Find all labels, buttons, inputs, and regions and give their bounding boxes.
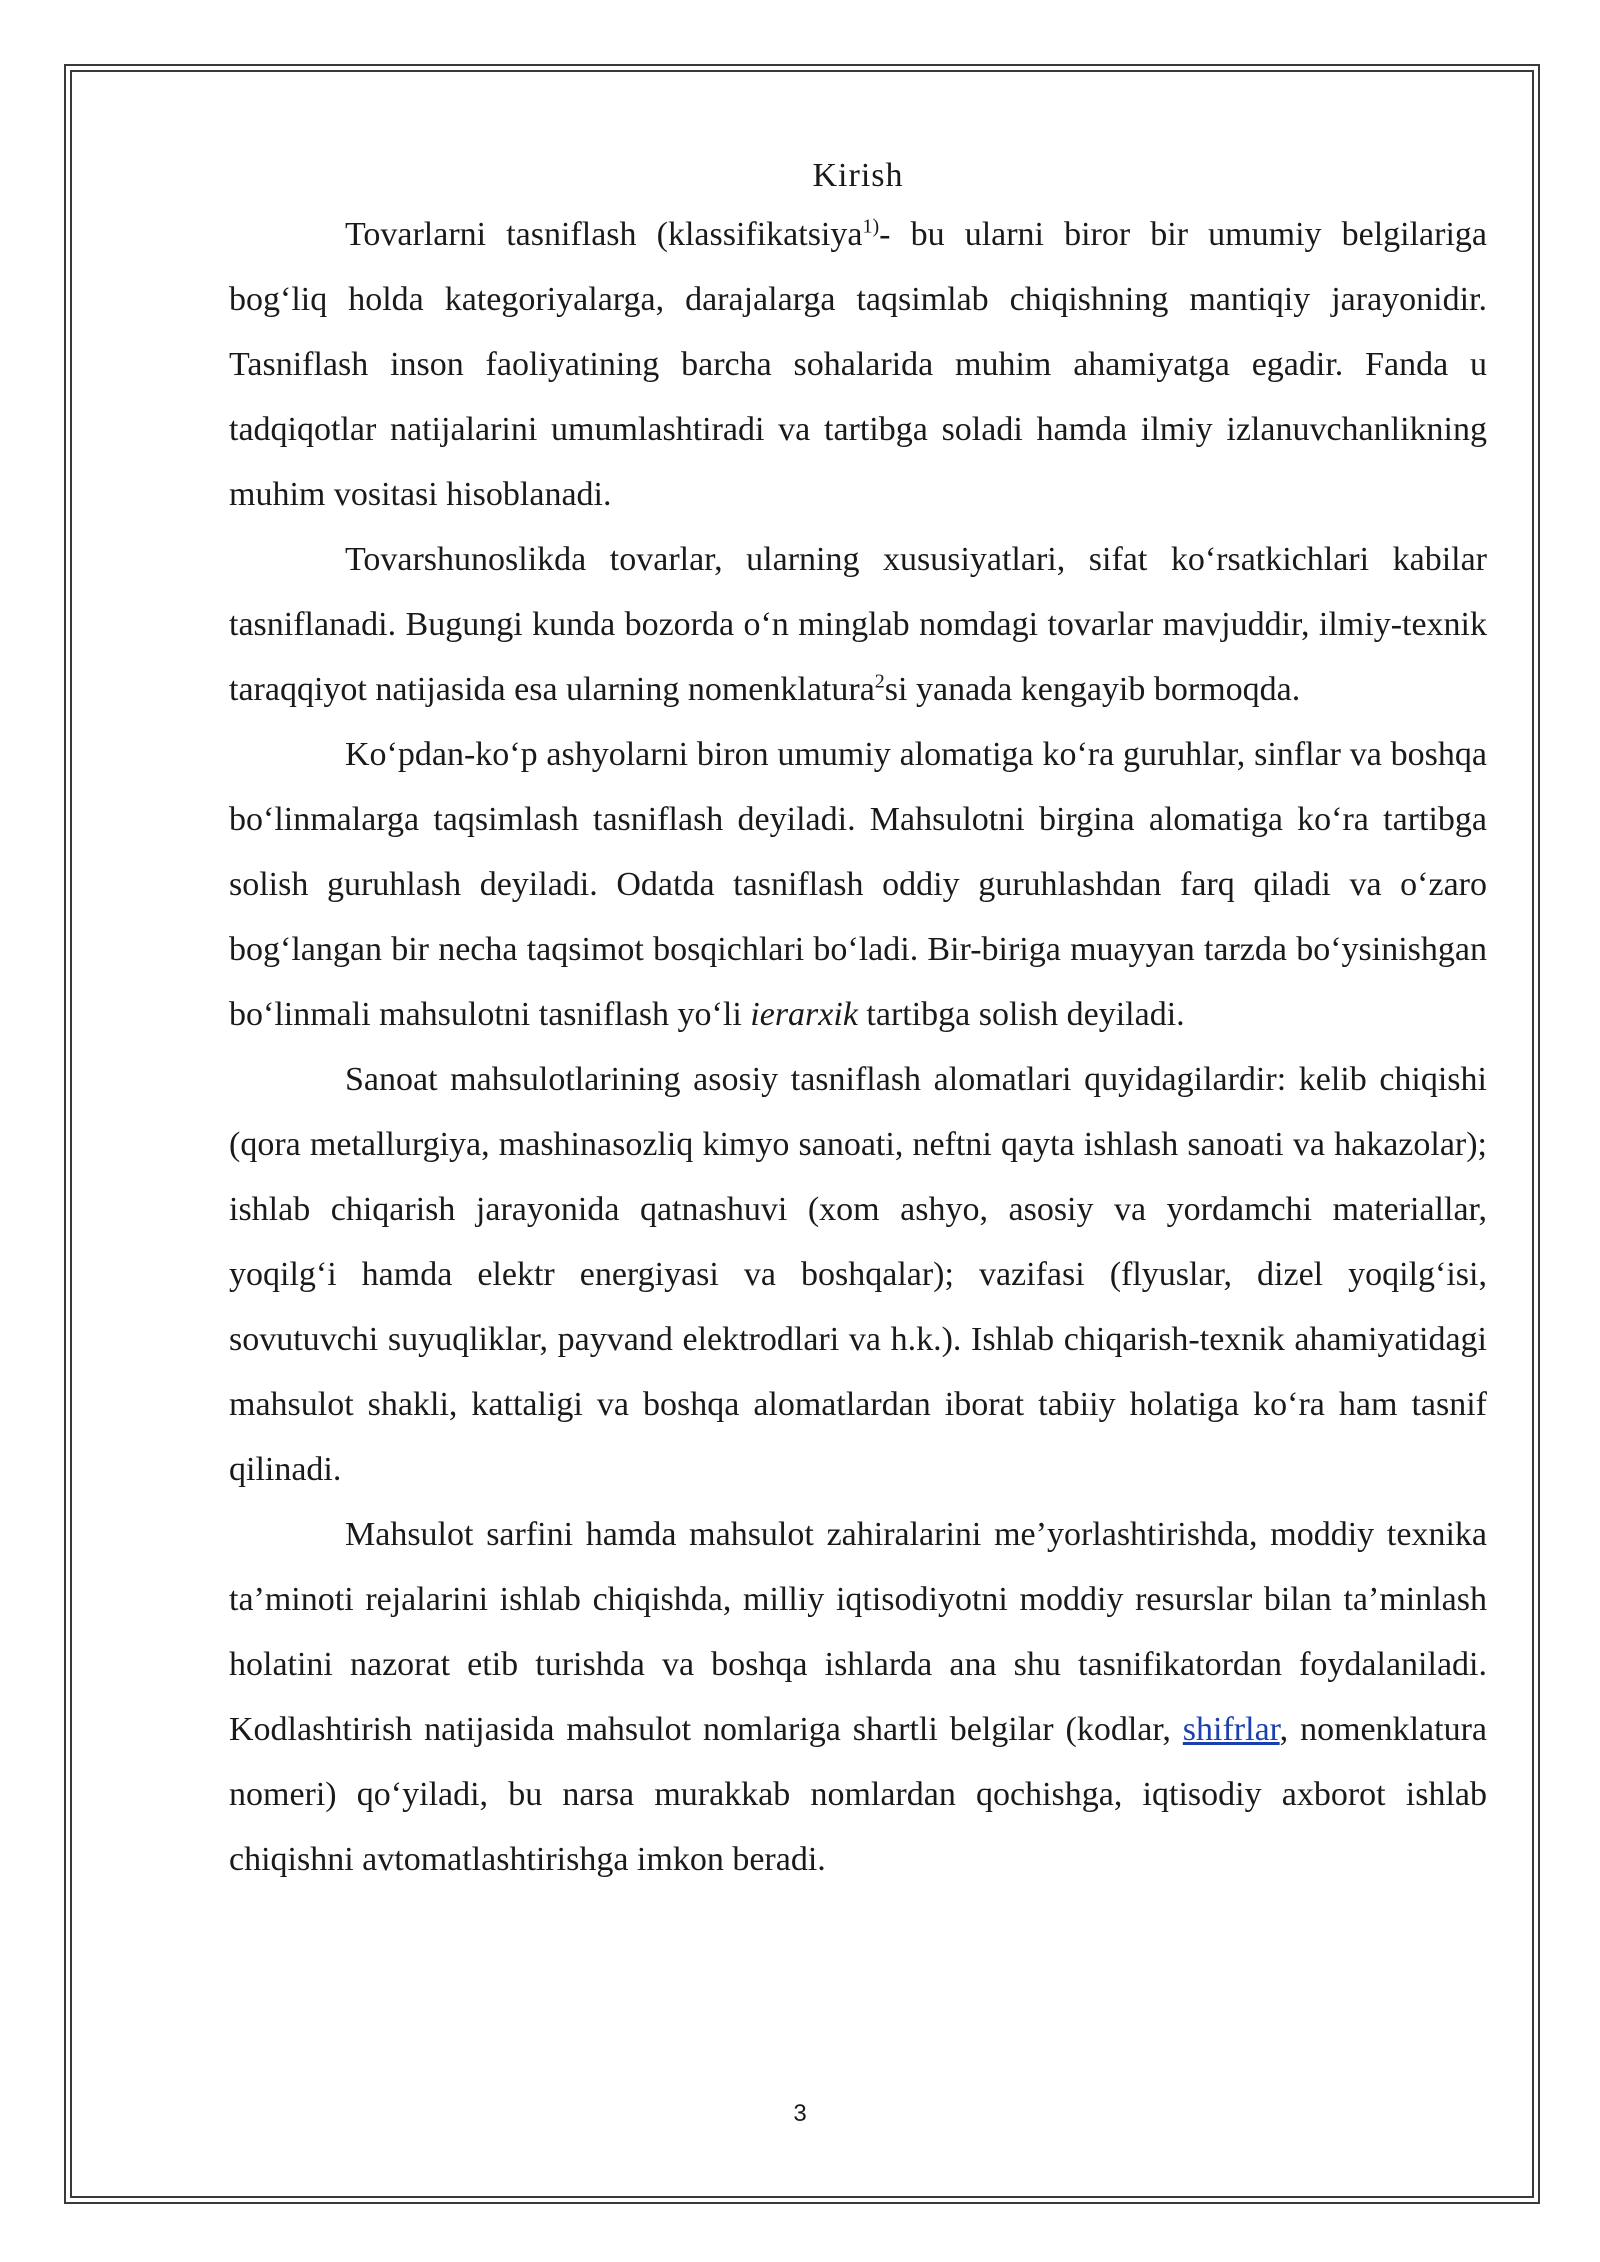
shifrlar-link[interactable]: shifrlar — [1182, 1711, 1280, 1748]
paragraph-5-text: Mahsulot sarfini hamda mahsulot zahiralarini me’yorlashtirishda, moddiy texnika ta’minoti rejalarini ishlab chiqishda, milliy iqtisodiyotni moddiy resurslar bilan ta’minlash holatini nazorat etib turishda va boshqa ishlarda ana shu tasnifikatordan foydalaniladi. Kodlashtirish natijasida mahsulot nomlariga shartli belgilar (kodlar, — [229, 1516, 1487, 1748]
paragraph-2-text-cont: si yanada kengayib bormoqda. — [884, 671, 1301, 708]
paragraph-5 — [229, 1502, 1487, 1892]
italic-term: ierarxik — [750, 996, 858, 1033]
footnote-ref-1: 1) — [862, 215, 880, 238]
paragraph-1-text: Tovarlarni tasniflash (klassifikatsiya — [345, 216, 863, 253]
paragraph-2-text: Tovarshunoslikda tovarlar, ularning xususiyatlari, sifat ko‘rsatkichlari kabilar tasniflanadi. Bugungi kunda bozorda o‘n minglab nomdagi tovarlar mavjuddir, ilmiy-texnik taraqqiyot natijasida esa ularning nomenklatura — [229, 541, 1487, 708]
paragraph-5-text-cont: , nomenklatura nomeri) qo‘yiladi, bu narsa murakkab nomlardan qochishga, iqtisodiy axborot ishlab chiqishni avtomatlashtirishga imkon beradi. — [229, 1711, 1488, 1878]
paragraph-2 — [229, 527, 1487, 722]
paragraph-3-text-cont: tartibga solish deyiladi. — [857, 996, 1185, 1033]
document-body — [229, 150, 1487, 1892]
paragraph-1-text-cont: - bu ularni biror bir umumiy belgilariga bog‘liq holda kategoriyalarga, darajalarga taqsimlab chiqishning mantiqiy jarayonidir. Tasniflash inson faoliyatining barcha sohalarida muhim ahamiyatga egadir. Fanda u tadqiqotlar natijalarini umumlashtiradi va tartibga soladi hamda ilmiy izlanuvchanlikning muhim vositasi hisoblanadi. — [229, 216, 1487, 513]
paragraph-3 — [229, 722, 1487, 1047]
page-title: Kirish — [812, 157, 904, 194]
paragraph-4: Sanoat mahsulotlarining asosiy tasniflash alomatlari quyidagilardir: kelib chiqishi (qora metallurgiya, mashinasozliq kimyo sanoati, neftni qayta ishlash sanoati va hakazolar); ishlab chiqarish jarayonida qatnashuvi (xom ashyo, asosiy va yordamchi materiallar, yoqilg‘i hamda elektr energiyasi va boshqalar); vazifasi (flyuslar, dizel yoqilg‘isi, sovutuvchi suyuqliklar, payvand elektrodlari va h.k.). Ishlab chiqarish-texnik ahamiyatidagi mahsulot shakli, kattaligi va boshqa alomatlardan iborat tabiiy holatiga ko‘ra ham tasnif qilinadi. — [229, 1061, 1487, 1488]
paragraph-3-text: Ko‘pdan-ko‘p ashyolarni biron umumiy alomatiga ko‘ra guruhlar, sinflar va boshqa bo‘linmalarga taqsimlash tasniflash deyiladi. Mahsulotni birgina alomatiga ko‘ra tartibga solish guruhlash deyiladi. Odatda tasniflash oddiy guruhlashdan farq qiladi va o‘zaro bog‘langan bir necha taqsimot bosqichlari bo‘ladi. Bir-biriga muayyan tarzda bo‘ysinishgan bo‘linmali mahsulotni tasniflash yo‘li — [229, 736, 1487, 1033]
footnote-ref-2: 2 — [874, 670, 885, 693]
paragraph-1 — [229, 202, 1487, 527]
page-number: 3 — [793, 2100, 807, 2127]
